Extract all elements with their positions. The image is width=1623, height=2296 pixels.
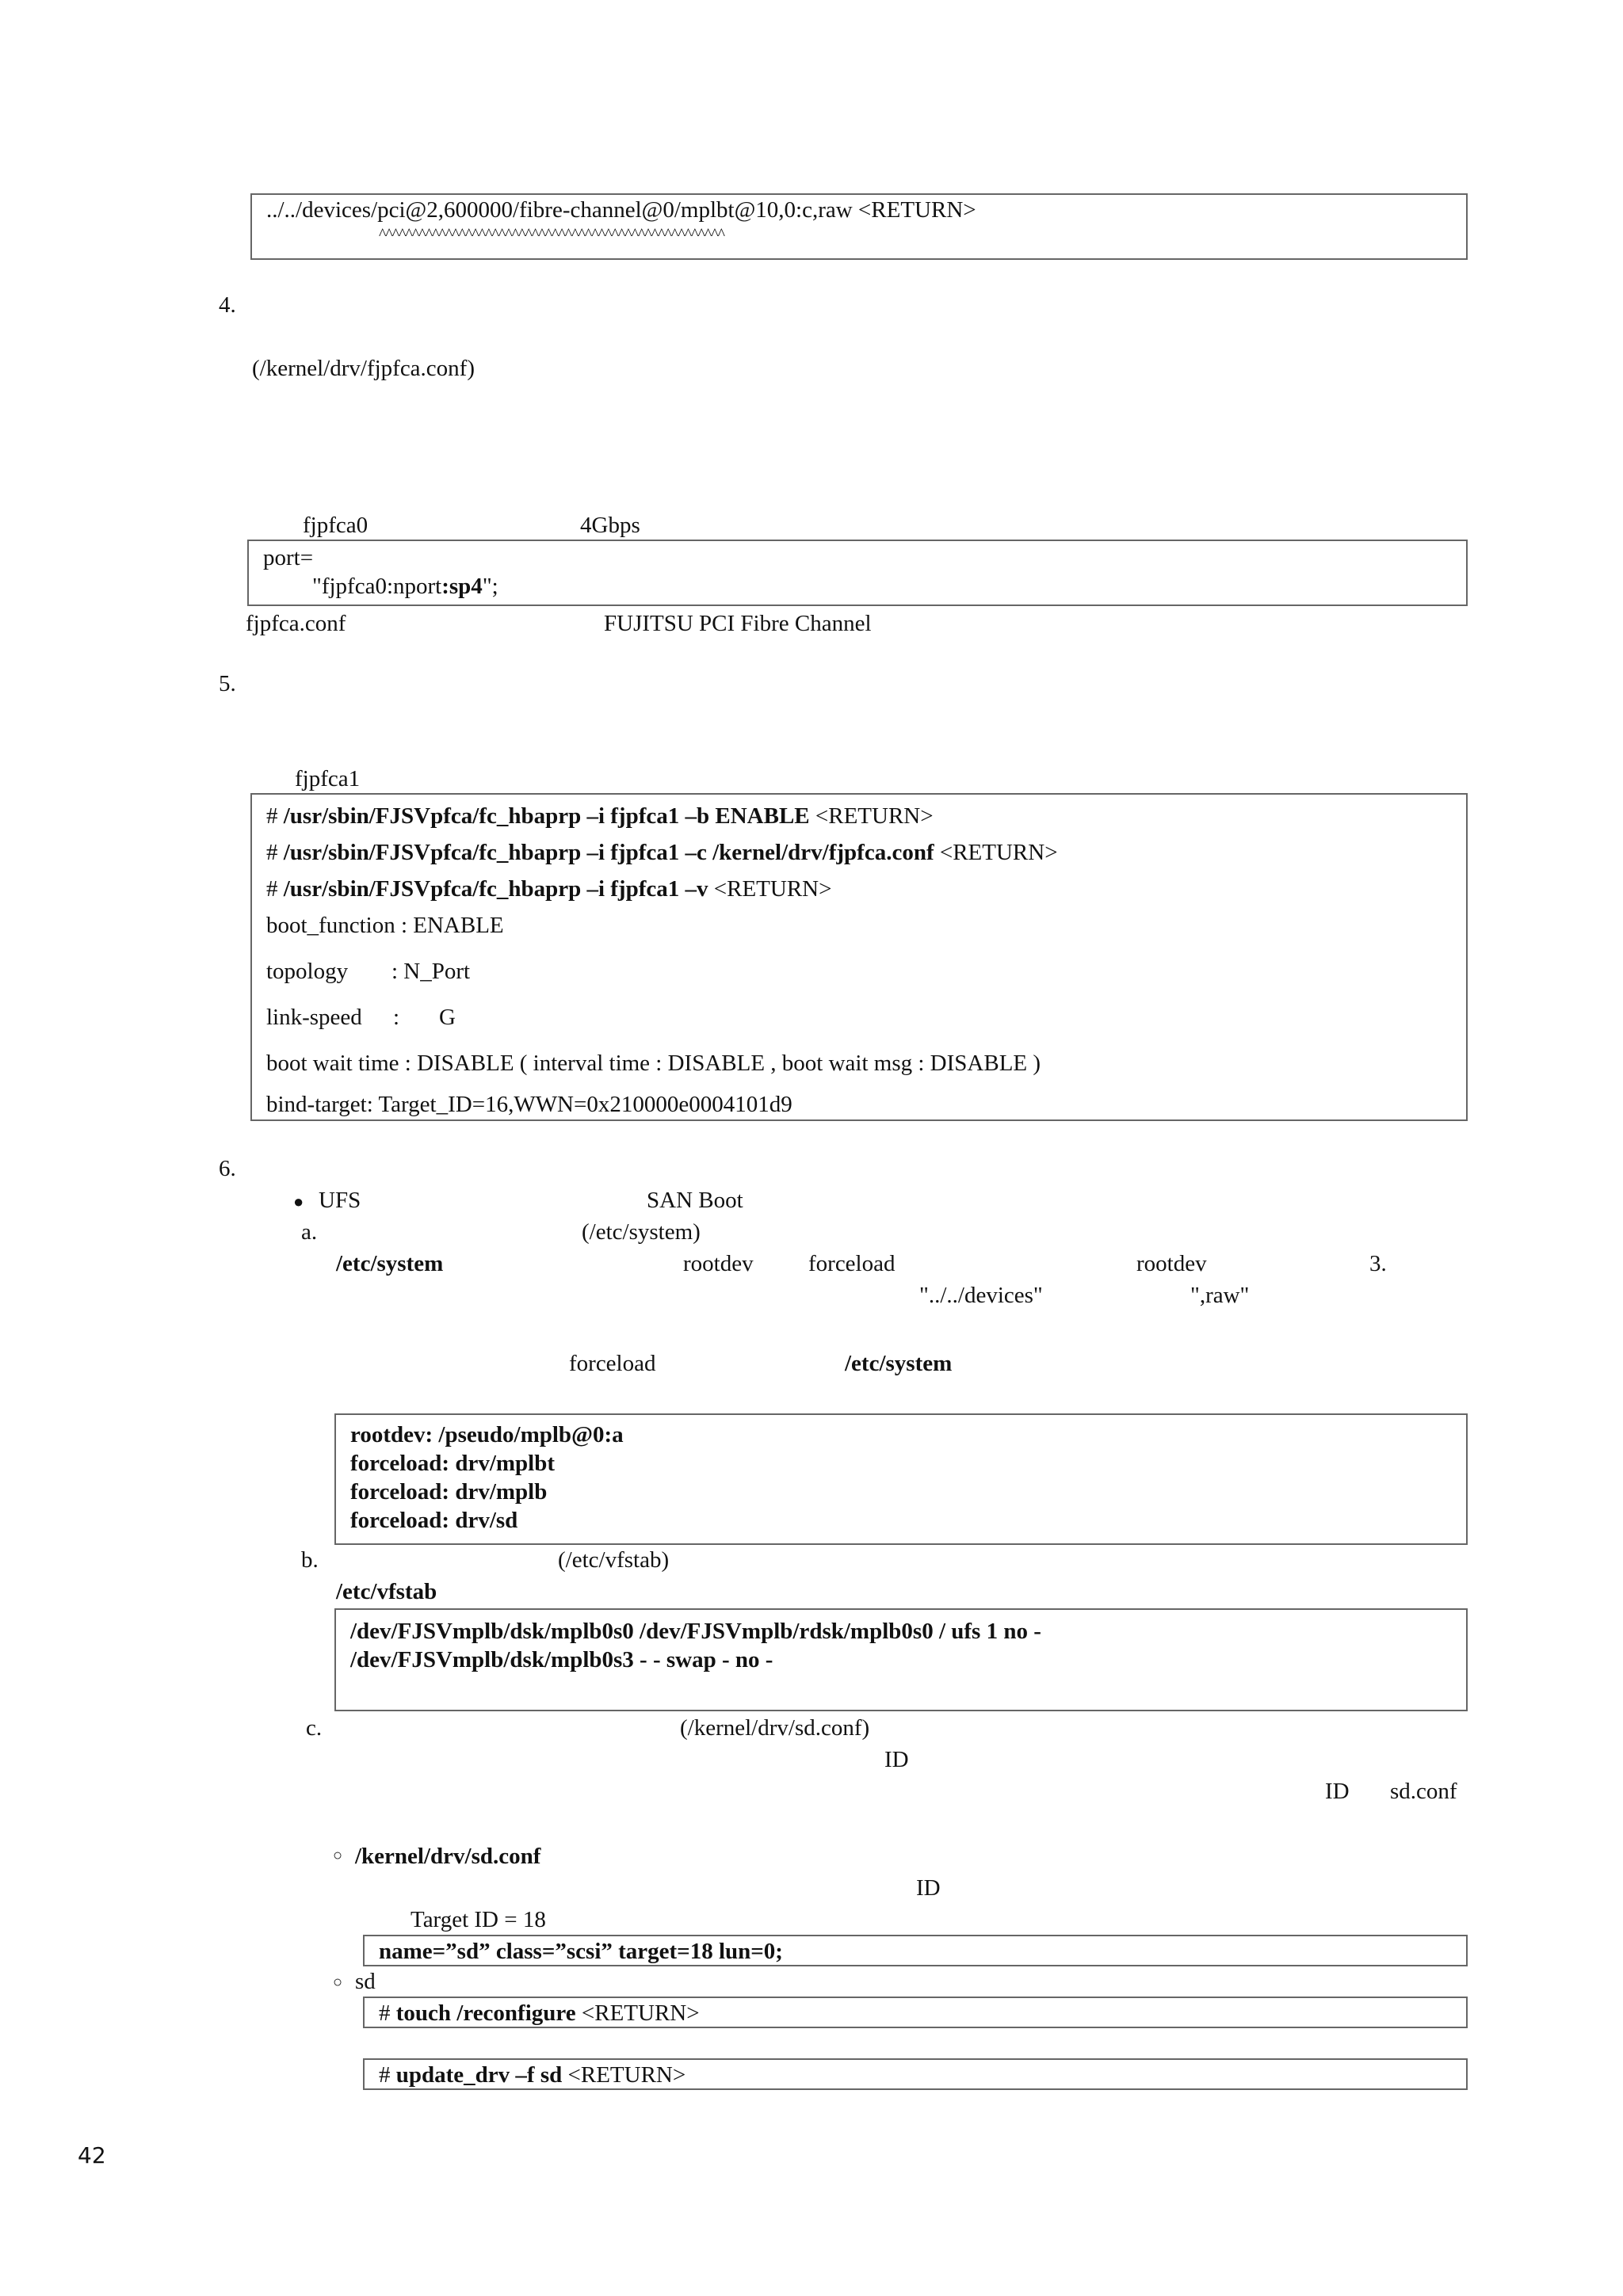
page-number: 42	[78, 2142, 106, 2168]
step-4-note-fujitsu: FUJITSU PCI Fibre Channel	[604, 611, 872, 636]
update-drv-line	[379, 2061, 685, 2089]
code-box-hbaprp	[250, 793, 1468, 1121]
port-value-pre: "fjpfca0:nport	[312, 574, 442, 599]
step-5-number: 5.	[219, 671, 236, 696]
port-value-bold: :sp4	[441, 574, 483, 599]
cmd-enable: /usr/sbin/FJSVpfca/fc_hbaprp –i fjpfca1 –b ENABLE	[283, 803, 810, 829]
port-value-line	[312, 573, 498, 601]
item-c-id-3: ID	[916, 1875, 941, 1901]
touch-line	[379, 2000, 700, 2027]
system-line-forceload-sd: forceload: drv/sd	[350, 1508, 518, 1533]
output-link-speed-value: G	[439, 1005, 456, 1030]
cmd-conf: /usr/sbin/FJSVpfca/fc_hbaprp –i fjpfca1 –c /kernel/drv/fjpfca.conf	[283, 840, 934, 865]
item-a-rootdev: rootdev	[683, 1251, 754, 1276]
item-c-id-2: ID	[1325, 1779, 1350, 1804]
system-line-forceload-mplb: forceload: drv/mplb	[350, 1479, 548, 1505]
code-box-port-setting	[247, 540, 1468, 606]
output-link-speed-colon: :	[393, 1005, 400, 1030]
device-path-line: ../../devices/pci@2,600000/fibre-channel@0/mplbt@10,0:c,raw <RETURN>	[266, 197, 976, 223]
item-a-path: (/etc/system)	[582, 1219, 701, 1245]
output-boot-wait: boot wait time : DISABLE ( interval time : DISABLE , boot wait msg : DISABLE )	[266, 1051, 1041, 1076]
circle-bullet-icon: ○	[333, 1974, 343, 1991]
item-c-path: (/kernel/drv/sd.conf)	[680, 1715, 870, 1741]
item-c-id: ID	[884, 1747, 909, 1772]
cmd-return: <RETURN>	[562, 2062, 686, 2088]
item-a-forceload: forceload	[808, 1251, 896, 1276]
item-a-forceload-2: forceload	[569, 1351, 656, 1376]
cmd-prompt: #	[266, 876, 284, 902]
item-c-sd: sd	[355, 1969, 376, 1994]
item-b-path: (/etc/vfstab)	[558, 1547, 670, 1573]
item-a-raw: ",raw"	[1190, 1283, 1250, 1308]
step-6-ufs: UFS	[319, 1188, 361, 1213]
step-6-number: 6.	[219, 1156, 236, 1181]
item-c-label: c.	[306, 1715, 323, 1741]
item-c-sd-conf-path: /kernel/drv/sd.conf	[355, 1844, 541, 1869]
cmd-prompt: #	[266, 840, 284, 865]
sd-conf-entry: name=”sd” class=”scsi” target=18 lun=0;	[379, 1939, 783, 1964]
update-drv-cmd: update_drv –f sd	[395, 2062, 563, 2088]
cmd-return: <RETURN>	[708, 876, 832, 902]
output-topology-label: topology	[266, 959, 349, 984]
item-c-target-id: Target ID = 18	[411, 1907, 546, 1932]
code-box-sd-conf	[363, 1935, 1468, 1966]
port-value-post: ";	[482, 574, 498, 599]
item-b-label: b.	[301, 1547, 319, 1573]
port-line: port=	[263, 545, 314, 570]
vfstab-line-swap: /dev/FJSVmplb/dsk/mplb0s3 - - swap - no -	[350, 1647, 773, 1672]
item-a-rootdev-2: rootdev	[1136, 1251, 1207, 1276]
item-a-etc-system-2: /etc/system	[845, 1351, 953, 1376]
cmd-verify-line	[266, 875, 831, 903]
item-a-etc-system: /etc/system	[336, 1251, 444, 1276]
cmd-prompt: #	[379, 2000, 396, 2026]
step-4-note-conf: fjpfca.conf	[246, 611, 346, 636]
code-box-vfstab	[334, 1608, 1468, 1711]
code-box-device-path	[250, 193, 1468, 260]
cmd-conf-line	[266, 839, 1058, 867]
cmd-enable-line	[266, 803, 934, 830]
code-box-update-drv	[363, 2058, 1468, 2090]
step-4-number: 4.	[219, 292, 236, 318]
output-topology-value: : N_Port	[391, 959, 471, 984]
bullet-dot-icon: ●	[293, 1192, 304, 1211]
step-6-san-boot: SAN Boot	[647, 1188, 743, 1213]
system-line-forceload-mplbt: forceload: drv/mplbt	[350, 1451, 556, 1476]
item-a-label: a.	[301, 1219, 318, 1245]
step-4-config-path: (/kernel/drv/fjpfca.conf)	[252, 356, 475, 381]
output-bind-target: bind-target: Target_ID=16,WWN=0x210000e0004101d9	[266, 1092, 792, 1117]
vfstab-line-root: /dev/FJSVmplb/dsk/mplb0s0 /dev/FJSVmplb/rdsk/mplb0s0 / ufs 1 no -	[350, 1619, 1041, 1644]
step-4-speed: 4Gbps	[580, 513, 640, 538]
cmd-return: <RETURN>	[575, 2000, 700, 2026]
output-link-speed-label: link-speed	[266, 1005, 362, 1030]
cmd-prompt: #	[266, 803, 284, 829]
item-b-etc-vfstab: /etc/vfstab	[336, 1579, 437, 1604]
cmd-return: <RETURN>	[809, 803, 934, 829]
item-a-devices: "../../devices"	[919, 1283, 1043, 1308]
item-a-step-ref: 3.	[1369, 1251, 1387, 1276]
item-c-sdconf: sd.conf	[1390, 1779, 1457, 1804]
system-line-rootdev: rootdev: /pseudo/mplb@0:a	[350, 1422, 624, 1447]
cmd-return: <RETURN>	[934, 840, 1058, 865]
circle-bullet-icon: ○	[333, 1847, 343, 1864]
touch-cmd: touch /reconfigure	[395, 2000, 576, 2026]
cmd-prompt: #	[379, 2062, 396, 2088]
step-5-fjpfca1: fjpfca1	[295, 766, 361, 791]
code-box-etc-system	[334, 1413, 1468, 1545]
output-boot-function: boot_function : ENABLE	[266, 913, 504, 938]
code-box-touch	[363, 1997, 1468, 2028]
cmd-verify: /usr/sbin/FJSVpfca/fc_hbaprp –i fjpfca1 –v	[283, 876, 708, 902]
caret-marker-line: ^^^^^^^^^^^^^^^^^^^^^^^^^^^^^^^^^^^^^^^^^^^^^^^^^^^^	[379, 226, 725, 243]
step-4-fjpfca0: fjpfca0	[303, 513, 369, 538]
